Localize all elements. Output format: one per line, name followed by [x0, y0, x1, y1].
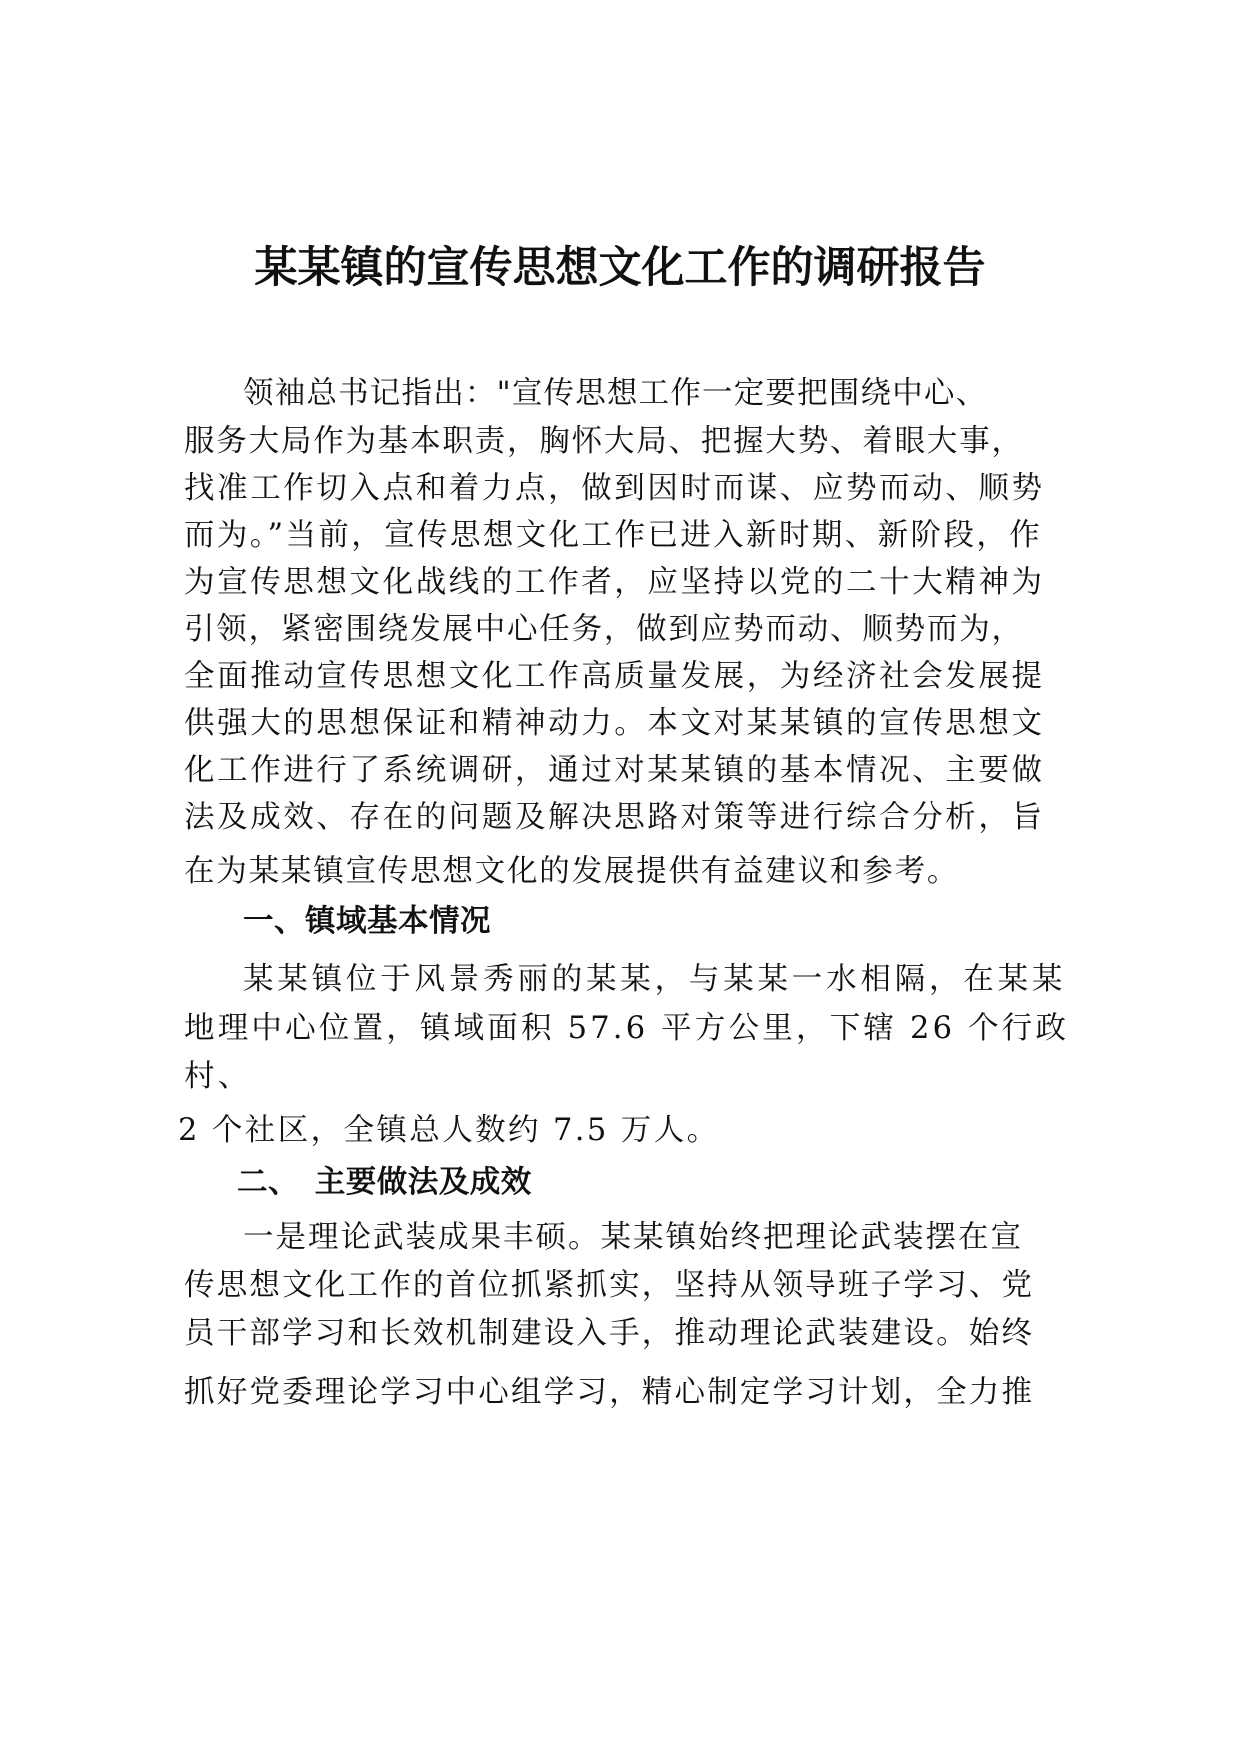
intro-line-3: 找准工作切入点和着力点，做到因时而谋、应势而动、顺势	[184, 471, 1045, 506]
section-2-line-2: 传思想文化工作的首位抓紧抓实，坚持从领导班子学习、党	[184, 1268, 1035, 1303]
intro-line-9: 化工作进行了系统调研，通过对某某镇的基本情况、主要做	[184, 753, 1045, 788]
intro-line-7: 全面推动宣传思想文化工作高质量发展，为经济社会发展提	[184, 659, 1045, 694]
document-title: 某某镇的宣传思想文化工作的调研报告	[254, 243, 986, 293]
intro-line-1: 领袖总书记指出："宣传思想工作一定要把围绕中心、	[243, 376, 988, 411]
section-2-heading: 二、 主要做法及成效	[237, 1165, 532, 1200]
intro-line-6: 引领，紧密围绕发展中心任务，做到应势而动、顺势而为，	[184, 612, 1024, 647]
section-1-heading: 一、镇域基本情况	[243, 904, 491, 939]
intro-line-11: 在为某某镇宣传思想文化的发展提供有益建议和参考。	[184, 854, 960, 889]
section-1-line-1: 某某镇位于风景秀丽的某某，与某某一水相隔，在某某	[243, 962, 1067, 997]
intro-line-8: 供强大的思想保证和精神动力。本文对某某镇的宣传思想文	[184, 706, 1045, 741]
section-1-line-2: 地理中心位置，镇域面积 57.6 平方公里，下辖 26 个行政	[184, 1011, 1070, 1046]
section-1-line-3: 村、	[184, 1059, 252, 1094]
intro-line-2: 服务大局作为基本职责，胸怀大局、把握大势、着眼大事，	[184, 424, 1024, 459]
section-2-line-3: 员干部学习和长效机制建设入手，推动理论武装建设。始终	[184, 1316, 1035, 1351]
section-2-line-4: 抓好党委理论学习中心组学习，精心制定学习计划，全力推	[184, 1375, 1035, 1410]
section-1-line-4: 2 个社区，全镇总人数约 7.5 万人。	[178, 1113, 720, 1148]
section-2-line-1: 一是理论武装成果丰硕。某某镇始终把理论武装摆在宣	[243, 1220, 1023, 1255]
intro-line-5: 为宣传思想文化战线的工作者，应坚持以党的二十大精神为	[184, 565, 1045, 600]
intro-line-10: 法及成效、存在的问题及解决思路对策等进行综合分析，旨	[184, 800, 1045, 835]
intro-line-4: 而为。”当前，宣传思想文化工作已进入新时期、新阶段，作	[184, 518, 1043, 553]
